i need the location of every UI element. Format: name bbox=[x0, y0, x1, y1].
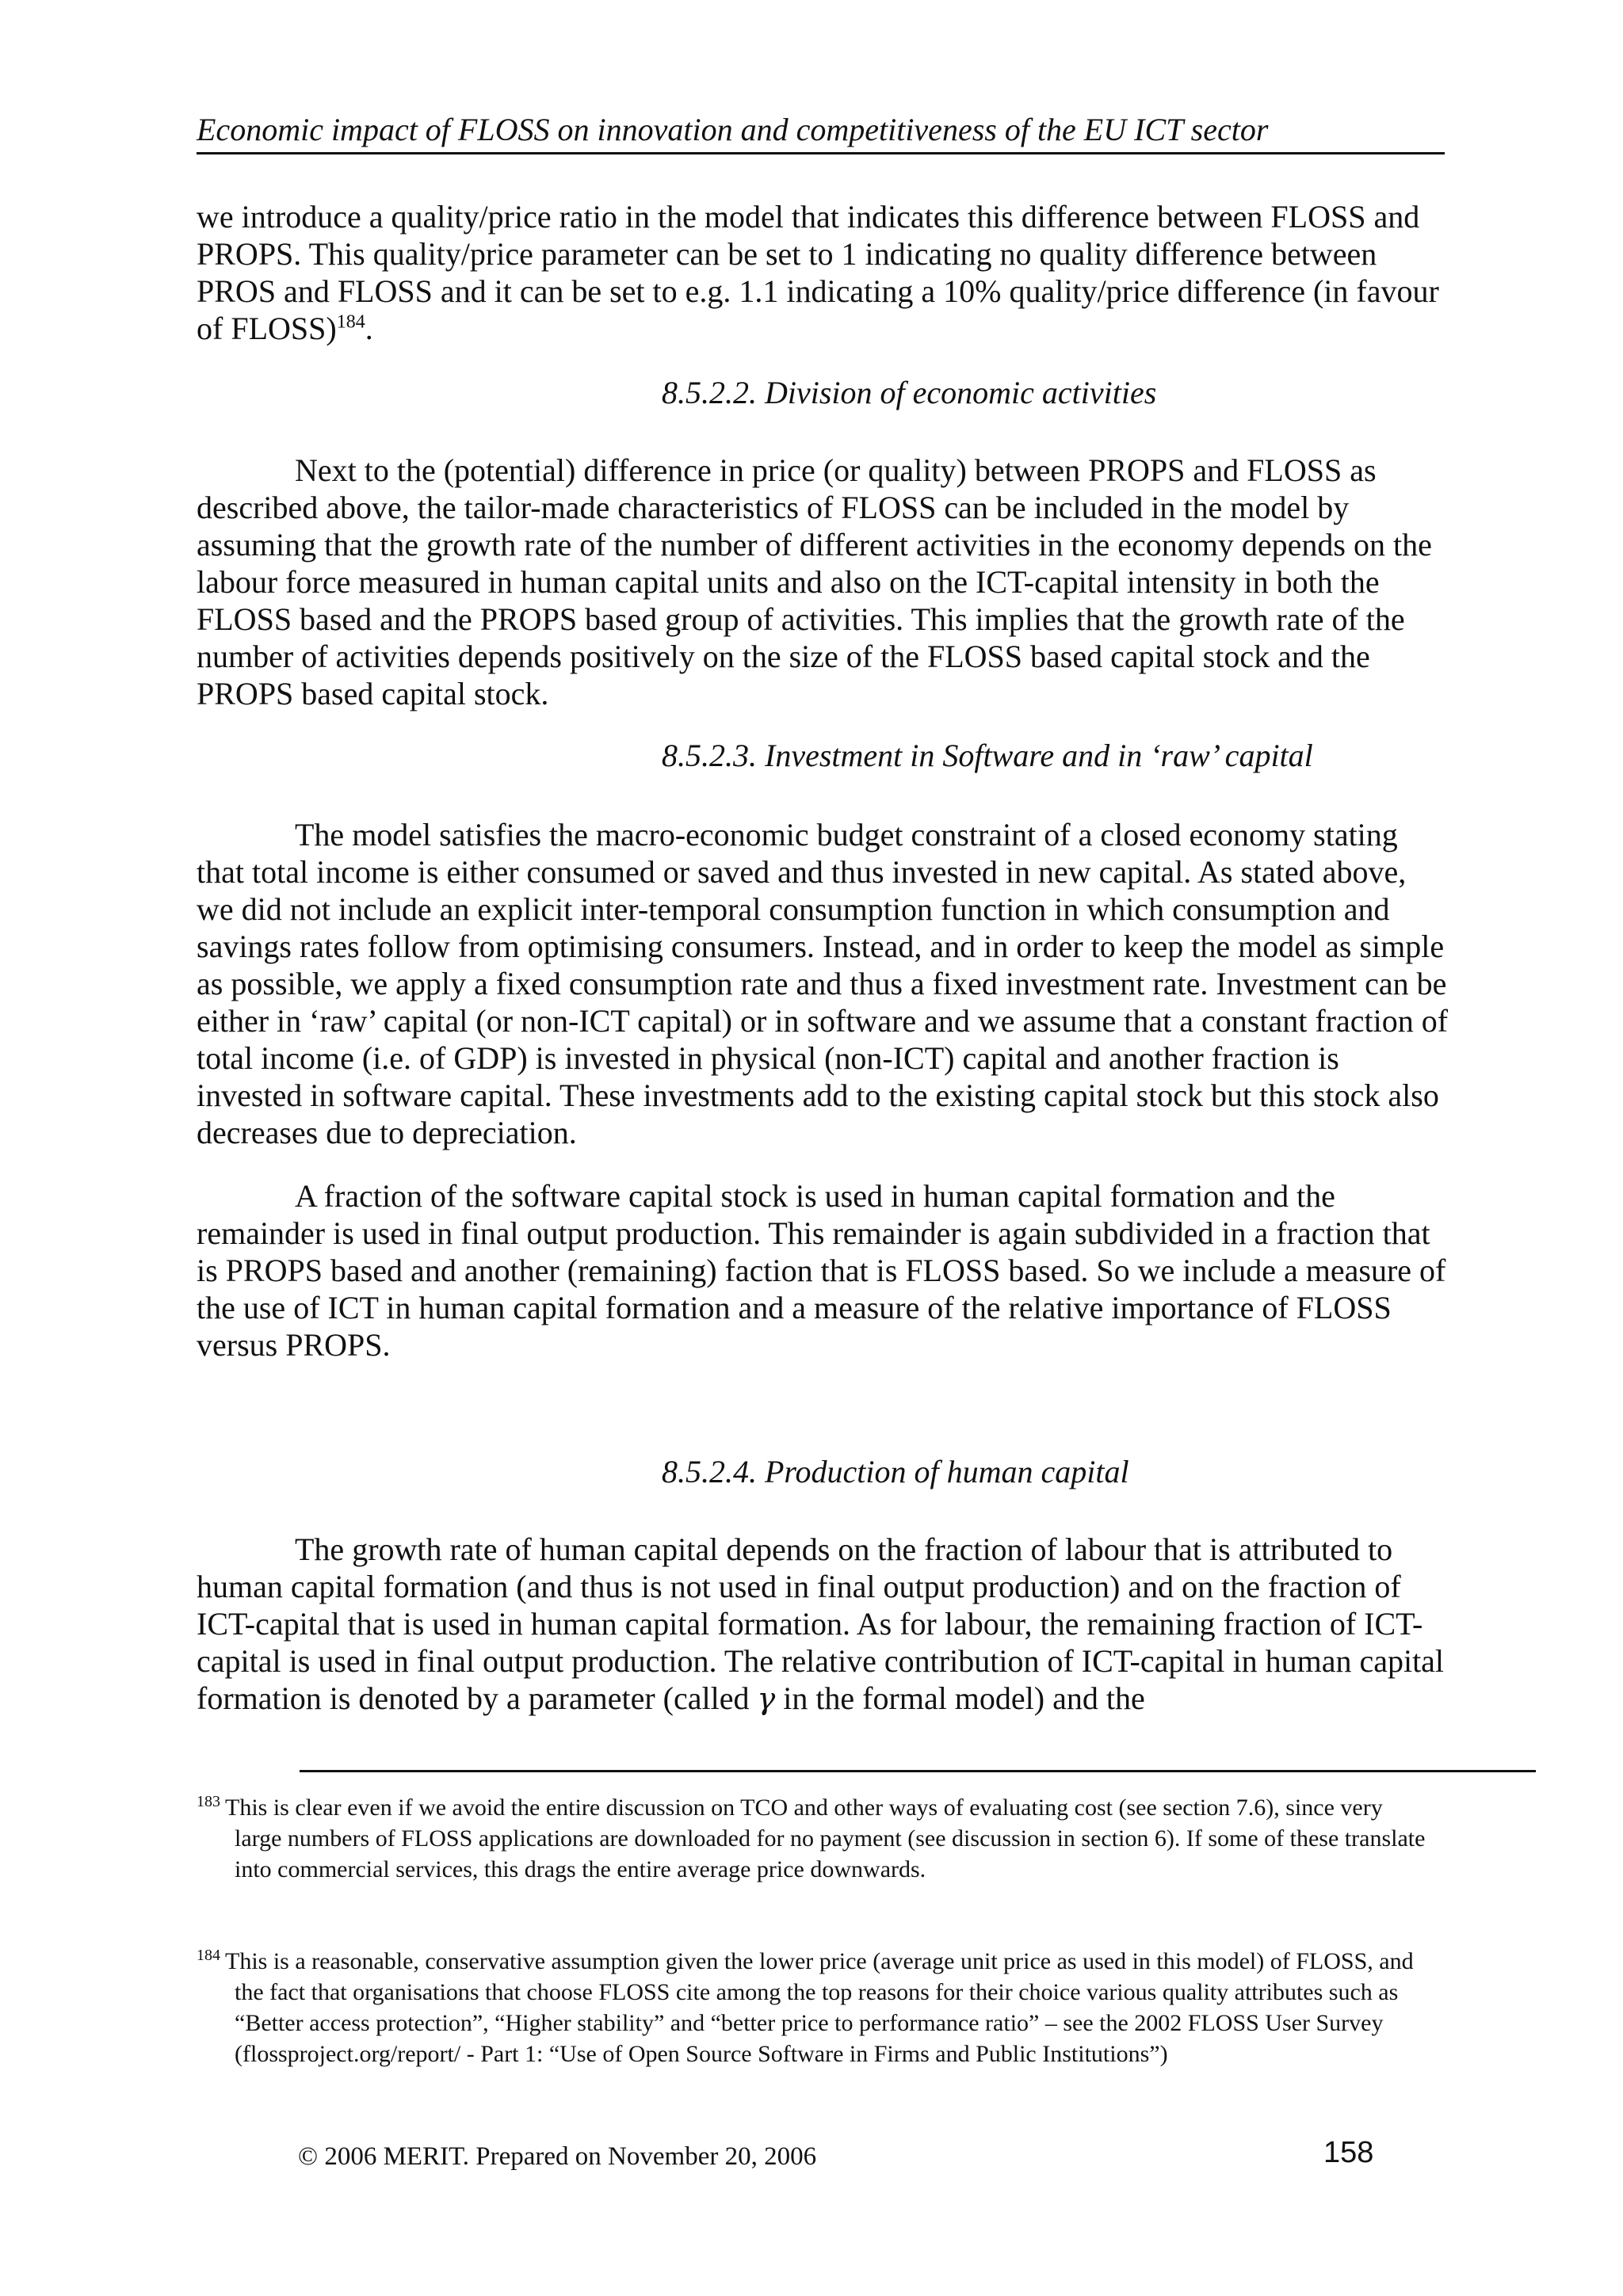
footnote-text: This is clear even if we avoid the entire discussion on TCO and other ways of evaluating cost (see section 7.6), since very large numbers of FLOSS applications are downloaded for no payment (see discussion in section 6). If some of these translate into commercial services, this drags the entire average price downwards. bbox=[225, 1794, 1426, 1882]
gamma-symbol: γ bbox=[757, 1681, 776, 1716]
paragraph-text: The model satisfies the macro-economic budget constraint of a closed economy stating that total income is either consumed or saved and thus invested in new capital. As stated above, we did not include an explicit inter-temporal consumption function in which consumption and savings rates follow from optimising consumers. Instead, and in order to keep the model as simple as possible, we apply a fixed consumption rate and thus a fixed investment rate. Investment can be either in ‘raw’ capital (or non-ICT capital) or in software and we assume that a constant fraction of total income (i.e. of GDP) is invested in physical (non-ICT) capital and another fraction is invested in software capital. These investments add to the existing capital stock but this stock also decreases due to depreciation. bbox=[197, 817, 1449, 1150]
footnote-text: This is a reasonable, conservative assumption given the lower price (average unit price as used in this model) of FLOSS, and the fact that organisations that choose FLOSS cite among the top reasons for their choice various quality attributes such as “Better access protection”, “Higher stability” and “better price to performance ratio” – see the 2002 FLOSS User Survey (flossproject.org/report/ - Part 1: “Use of Open Source Software in Firms and Public Institutions”) bbox=[225, 1948, 1414, 2067]
footnote-number: 184 bbox=[197, 1947, 220, 1964]
section-paragraph bbox=[197, 1177, 1449, 1363]
footnote-183 bbox=[197, 1792, 1433, 1885]
footnote-number: 183 bbox=[197, 1793, 220, 1810]
section-paragraph bbox=[197, 1531, 1449, 1718]
intro-text: we introduce a quality/price ratio in the model that indicates this difference between FLOSS and PROPS. This quality/price parameter can be set to 1 indicating no quality difference between PROS and FLOSS and it can be set to e.g. 1.1 indicating a 10% quality/price difference (in favour of FLOSS) bbox=[197, 199, 1439, 346]
paragraph-tail: in the formal model) and the bbox=[775, 1680, 1145, 1716]
intro-paragraph bbox=[197, 198, 1449, 347]
paragraph-text: Next to the (potential) difference in price (or quality) between PROPS and FLOSS as described above, the tailor-made characteristics of FLOSS can be included in the model by assuming that the growth rate of the number of different activities in the economy depends on the labour force measured in human capital units and also on the ICT-capital intensity in both the FLOSS based and the PROPS based group of activities. This implies that the growth rate of the number of activities depends positively on the size of the FLOSS based capital stock and the PROPS based capital stock. bbox=[197, 452, 1432, 711]
paragraph-text: A fraction of the software capital stock is used in human capital formation and the remainder is used in final output production. This remainder is again subdivided in a fraction that is PROPS based and another (remaining) faction that is FLOSS based. So we include a measure of the use of ICT in human capital formation and a measure of the relative importance of FLOSS versus PROPS. bbox=[197, 1178, 1446, 1363]
intro-end: . bbox=[365, 311, 373, 346]
running-header: Economic impact of FLOSS on innovation and competitiveness of the EU ICT sector bbox=[197, 109, 1445, 154]
section-paragraph bbox=[197, 452, 1449, 712]
section-heading-8-5-2-4: 8.5.2.4. Production of human capital bbox=[662, 1454, 1129, 1489]
footer-copyright: © 2006 MERIT. Prepared on November 20, 2006 bbox=[298, 2142, 817, 2171]
footnote-divider bbox=[300, 1770, 1536, 1772]
page-number: 158 bbox=[1323, 2136, 1374, 2169]
section-heading-8-5-2-2: 8.5.2.2. Division of economic activities bbox=[662, 375, 1157, 410]
paragraph-text: The growth rate of human capital depends on the fraction of labour that is attributed to human capital formation (and thus is not used in final output production) and on the fraction of ICT-capital that is used in human capital formation. As for labour, the remaining fraction of ICT-capital is used in final output production. The relative contribution of ICT-capital in human capital formation is denoted by a parameter (called bbox=[197, 1531, 1445, 1716]
footnote-184 bbox=[197, 1946, 1433, 2069]
section-heading-8-5-2-3: 8.5.2.3. Investment in Software and in ‘raw’ capital bbox=[662, 738, 1313, 773]
footnote-ref-184[interactable]: 184 bbox=[336, 311, 365, 333]
section-paragraph bbox=[197, 816, 1449, 1151]
